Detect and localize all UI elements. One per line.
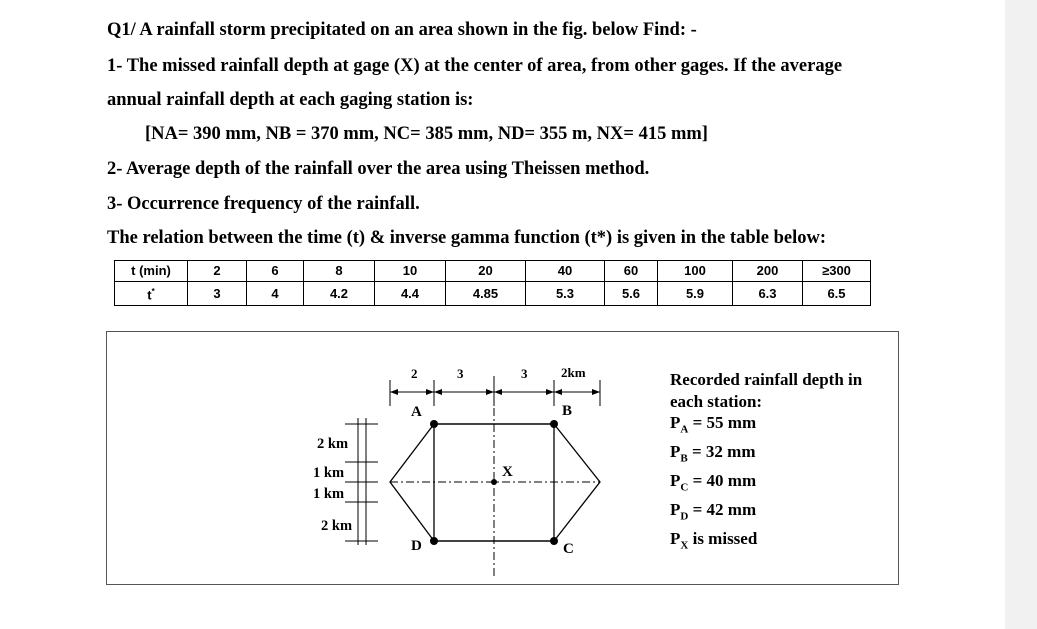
- rainfall-legend: [670, 369, 862, 556]
- station-x-marker: [491, 479, 497, 485]
- legend-item: $P_B = 32$ mm: [670, 441, 756, 465]
- station-a-marker: [430, 420, 438, 428]
- item3-line: 3- Occurrence frequency of the rainfall.: [107, 194, 420, 214]
- table-cell: 4.85: [446, 282, 526, 306]
- table-cell: 10: [375, 261, 446, 282]
- table-header-t: t (min): [115, 261, 188, 282]
- item1-line-b: annual rainfall depth at each gaging station is:: [107, 90, 474, 110]
- table-cell: 4.4: [375, 282, 446, 306]
- table-cell: 5.9: [658, 282, 733, 306]
- legend-item: $P_A = 55$ mm: [670, 413, 757, 436]
- top-dim-label: 2: [411, 366, 418, 381]
- table-cell: 5.6: [605, 282, 658, 306]
- table-cell: 60: [605, 261, 658, 282]
- legend-item: $P_C = 40$ mm: [670, 470, 757, 494]
- station-c-marker: [550, 537, 558, 545]
- top-dim-label: 2km: [561, 365, 586, 380]
- table-cell: 4: [247, 282, 304, 306]
- legend-item: $P_D = 42$ mm: [670, 499, 757, 523]
- table-cell: 3: [188, 282, 247, 306]
- table-cell: ≥300: [803, 261, 871, 282]
- station-b-label: B: [562, 403, 573, 419]
- table-cell: 6.5: [803, 282, 871, 306]
- viewer-margin: [1005, 0, 1037, 629]
- table-cell: 20: [446, 261, 526, 282]
- item1-line-a: 1- The missed rainfall depth at gage (X) at the center of area, from other gages. If the average: [107, 56, 843, 76]
- table-cell: 5.3: [526, 282, 605, 306]
- annual-values: [NA= 390 mm, NB = 370 mm, NC= 385 mm, ND= 355 m, NX= 415 mm]: [145, 124, 708, 144]
- relation-line: The relation between the time (t) & inverse gamma function (t*) is given in the table below:: [107, 228, 826, 248]
- side-dim-label: 1 km: [313, 465, 345, 481]
- side-dim-label: 2 km: [321, 518, 353, 534]
- question-title: Q1/ A rainfall storm precipitated on an area shown in the fig. below Find: -: [107, 20, 697, 40]
- top-dim-label: 3: [521, 366, 528, 381]
- legend-subtitle: each station:: [670, 391, 763, 411]
- table-header-tstar: t*: [115, 282, 188, 306]
- station-a-label: A: [411, 404, 422, 420]
- item2-line: 2- Average depth of the rainfall over the area using Theissen method.: [107, 159, 650, 179]
- station-x-label: X: [502, 464, 513, 480]
- side-dim-label: 1 km: [313, 486, 345, 502]
- table-cell: 100: [658, 261, 733, 282]
- table-cell: 6: [247, 261, 304, 282]
- station-c-label: C: [563, 541, 574, 557]
- station-d-label: D: [411, 538, 422, 554]
- table-cell: 4.2: [304, 282, 375, 306]
- table-cell: 2: [188, 261, 247, 282]
- table-cell: 40: [526, 261, 605, 282]
- station-d-marker: [430, 537, 438, 545]
- legend-item: $P_X$ is missed: [670, 528, 758, 551]
- table-cell: 200: [733, 261, 803, 282]
- top-dim-label: 3: [457, 366, 464, 381]
- side-dim-label: 2 km: [317, 436, 349, 452]
- table-cell: 6.3: [733, 282, 803, 306]
- table-cell: 8: [304, 261, 375, 282]
- legend-title: Recorded rainfall depth in: [670, 370, 863, 389]
- station-b-marker: [550, 420, 558, 428]
